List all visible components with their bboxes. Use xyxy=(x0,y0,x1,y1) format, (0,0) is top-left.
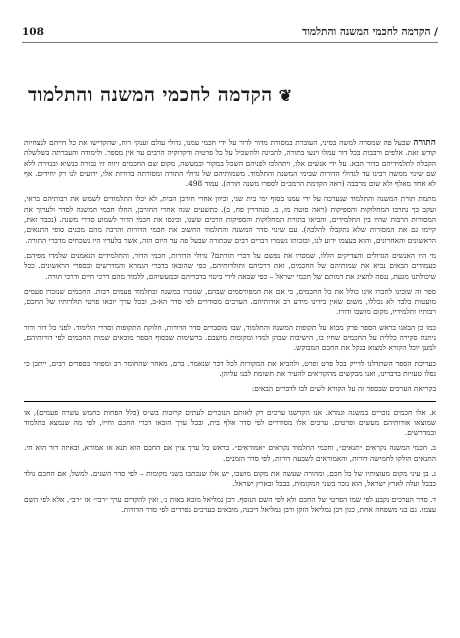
note-c: ג. בן עיני מקום מעוצותיו של כל חכם, ומהורה שעשה את מקום מושבו, יש אלו שנכתבו בשני מקומות – לפי סדר השנים. למשל, אם החכם נולד בבבל ועלה לארץ ישראל, הוא נזכר בשני המקומות, בבבל ובארץ ישראל. xyxy=(24,469,436,489)
body-text xyxy=(24,138,436,620)
paragraph-6: בעריכת הספר השתדלנו לדייק בכל פרט ופרט, ולהביא את המקורות לכל דבר שנאמר. ברם, מאחר שהחומר רב ומפוזר בספרים רבים, ייתכן כי נפלו טעויות בדברינו, ואנו מבקשים מהקוראים להעיר את תשומת לבנו עליהן. xyxy=(24,358,436,378)
paragraph-5: כמו כן הבאנו בראש הספר פרק מבוא על תקופות המשנה והתלמוד, שבו מוסברים סדר הדורות, חלוקת התקופות וסדרי הלימוד. לפני כל דור ודור ניתנה סקירה כללית על החכמים שחיו בו, הישיבות שבהן למדו ומקומות מושבם. ברשימות שבסוף הספר מובאים שמות החכמים לפי דורותיהם, למען יוכל הקורא למצוא בנקל את החכם המבוקש. xyxy=(24,322,436,353)
paragraph-4: ספר זה שזכינו לחברו אינו כולל את כל החכמים, כי אם את המפורסמים שבהם, שנזכרו במשנה ובתלמוד פעמים רבות. החכמים שנזכרו פעמים מועטות בלבד לא נכללו, משום שאין בידינו מידע רב אודותיהם. הערכים מסודרים לפי סדר הא-ב, ובכל ערך יובאו פרטי תולדותיו של החכם, רבותיו ותלמידיו, מקום מושבו ודורו. xyxy=(24,286,436,317)
section-divider xyxy=(24,401,436,402)
chapter-title: הקדמה לחכמי המשנה והתלמוד xyxy=(28,84,273,106)
paragraph-7: בקריאת הערכים שבספר זה על הקורא לשים לבו לדברים הבאים: xyxy=(251,384,436,394)
paragraph-1 xyxy=(24,138,436,189)
running-title: / הקדמה לחכמי המשנה והתלמוד xyxy=(302,26,438,38)
page-number: 108 xyxy=(22,26,44,38)
running-header xyxy=(22,22,438,43)
chapter-heading xyxy=(28,84,432,107)
paragraph-text: שבעל פה שמסרה למשה בסיני, העוברת במסורת מדור לדור על ידי חכמי עמנו, גדולי עולם וענקי רוח, שהקדישו את כל חייהם לנצחיות קודש זאת. אלפים ורבבות בכל דור עמלו וינעו בתורה, להבינה ולהשכיל על כל פרטיה ודקדוקיה הרבים עד אין מספר. ולימודה והעברתה בשלשלת הקבלה לתלמידיהם בדור הבא. על ידי אנשים אלו, ויתהלכו לפניהם השכל במקור ובמעשה, מקום שם החכמים זיווה זיו גבורה בנשיא ובנזירה ללא שם שינוי ממשה רבינו עד לגדולי הדורות שבימי המשנה והתלמוד. משמותיהם של גדולי התורה ומסורתה בדורות אלו, ידועים לנו רק יחידים. אף לא אחד מאלף ולא שום מרבבה (ראה הקדמת הרמב״ם לספרו משנה תורה). עמוד 498. xyxy=(24,138,436,189)
note-d: ד. סדר הערכים נקבע לפי שמו הפרטי של החכם ולא לפי השם הנוסף. רבן גמליאל מובא באות ג׳, ואין להקדים ערך ״רבי״ או ״רב״, אלא לפי השם עצמו. גם בני משפחה אחת, כגון רבן גמליאל הזקן ורבן גמליאל דיבנה, מובאים בערכים נפרדים לפי סדר הדורות. xyxy=(24,494,436,514)
note-b: ב. חכמי המשנה נקראים ״תנאים״, וחכמי התלמוד נקראים ״אמוראים״. בראש כל ערך צוין אם החכם הוא תנא או אמורא, ובאיזה דור הוא חי. התנאים חולקו לחמישה דורות, והאמוראים לשבעה דורות, לפי סדר הזמנים. xyxy=(24,443,436,463)
fleuron-icon: ❦ xyxy=(278,86,293,105)
lead-word: התורה xyxy=(413,138,436,148)
note-a: א. אלו חכמים נזכרים במשנה וגמרא. אנו הקדשנו ערכים רק לאותם הנזכרים לעתים קרובות בש״ס (כלל הפחות כחמש עשרה פעמים), או שמוצאו אודותיהם מעשים ופרטים. ערכים אלו מסודרים לפי סדר אלף בית, ובכל ערך הובאו דברי החכם וחייו, לפי מה שנמצא בתלמוד ובמדרשים. xyxy=(24,407,436,438)
paragraph-2: מתמת תורת המשנה והתלמוד שנערכה על ידי עמנו בסוף ימי בית שני, וכיוון אחרי חורבן הבית, לא יכלו התלמודים לשמש את רבותיהם בראי, ועקב כך נתרבו המחלוקות והספיקות (ראה סוטה מז, ב. סנהדרין פח, ב). כתשעים שנה אחרי החורבן, החלו חכמי המשנה לסדר ולערוך את המסורות הרבות שהיו בין התלמידים, והביאו בתורת המחלוקות והספיקות הרבים ששנו, וכינסו את חכמי הדור לשמוע סדרי משנה. (נכבד זאת, קיימו גם את המסורות שלא נתקבלו להלכה). עם שינוי סדר המשנה והתלמוד החשוב את חכמי הדורות והרבה מהם מכנים סופי התנאים, הראשונים והאחרונים, והוא בעצמו ידוע לנו, ובזכותו נשמרו דברים רבים שבתורה שבעל פה עד היום הזה, אשר בלעדיו היו נשכחים מדברי התורה. xyxy=(24,194,436,245)
paragraph-3: מי היו האנשים הגדולים והצדיקים הללו, שמסרו את נפשם על דברי תורתם? גדולי הדורות, חכמי הדור, והתלמידים הנאמנים שלמדו מפיהם. בעמודים הבאים נביא את שמותיהם של החכמים, ואת דרכיהם ותולדותיהם, כפי שהובאו בדברי הגמרא והמדרשים ובספרי הראשונים. ככל שיכולתנו מגעת, ננסה להציג את דמותם של חכמי ישראל – כפי שבאה לידי ביטוי בדבריהם ובמעשיהם, ללמוד מהם דרכי חיים ודרכי תורה. xyxy=(24,250,436,281)
